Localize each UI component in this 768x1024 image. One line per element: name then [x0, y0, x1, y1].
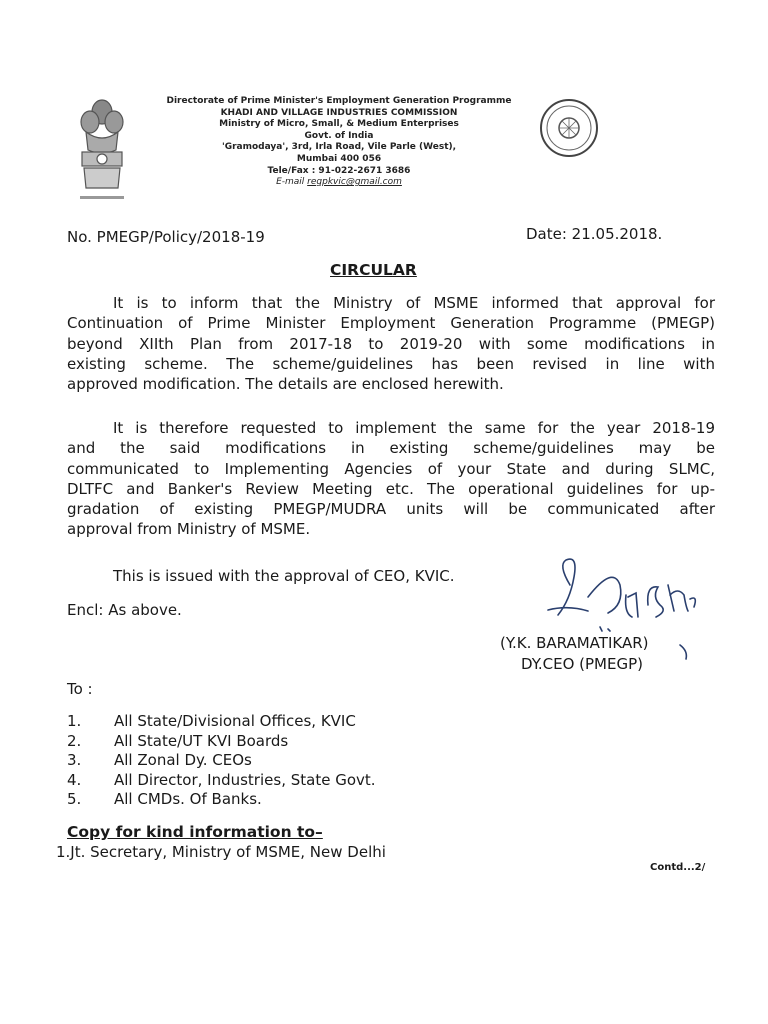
national-emblem-icon [72, 92, 132, 210]
list-item [67, 751, 376, 771]
letterhead [150, 96, 528, 189]
list-number: 5. [67, 790, 82, 808]
list-number: 4. [67, 770, 82, 789]
paragraph-line: and the said modifications in existing scheme/guidelines may be [67, 439, 715, 458]
list-item [67, 712, 376, 732]
list-item [67, 771, 376, 791]
paragraph-line: approved modification. The details are enclosed herewith. [67, 375, 504, 394]
list-text: All Director, Industries, State Govt. [114, 770, 376, 789]
recipient-list [67, 712, 376, 810]
list-text: All State/Divisional Offices, KVIC [114, 712, 356, 730]
letterhead-line: Directorate of Prime Minister's Employment Generation Programme [166, 96, 512, 106]
paragraph-2 [67, 418, 715, 540]
list-item [67, 732, 376, 752]
signatory-designation: DY.CEO (PMEGP) [521, 655, 643, 673]
list-number: 3. [67, 751, 82, 769]
list-number: 1. [67, 712, 82, 730]
circular-date: Date: 21.05.2018. [526, 225, 663, 243]
paragraph-line: It is therefore requested to implement the same for the year 2018-19 [113, 419, 715, 437]
paragraph-line: DLTFC and Banker's Review Meeting etc. The operational guidelines for up- [67, 479, 715, 498]
paragraph-line: communicated to Implementing Agencies of your State and during SLMC, [67, 459, 715, 478]
signatory-name: (Y.K. BARAMATIKAR) [500, 634, 649, 652]
email-address[interactable]: regpkvic@gmail.com [307, 177, 402, 188]
letterhead-line: Govt. of India [304, 130, 374, 141]
paragraph-1 [67, 293, 715, 394]
document-title: CIRCULAR [330, 261, 417, 279]
list-number: 2. [67, 731, 82, 750]
list-text: All State/UT KVI Boards [114, 731, 289, 750]
approval-note: This is issued with the approval of CEO, KVIC. [113, 567, 455, 585]
list-item [67, 790, 376, 810]
paragraph-line: gradation of existing PMEGP/MUDRA units will be communicated after [67, 500, 715, 519]
paragraph-line: Continuation of Prime Minister Employment Generation Programme (PMEGP) [67, 314, 715, 333]
paragraph-line: existing scheme. The scheme/guidelines has been revised in line with [67, 354, 715, 373]
continued-note: Contd...2/ [650, 862, 706, 873]
letterhead-line: 'Gramodaya', 3rd, Irla Road, Vile Parle (West), [221, 142, 457, 153]
kvic-seal-icon [530, 96, 608, 174]
list-text: All Zonal Dy. CEOs [114, 751, 252, 769]
list-text: All CMDs. Of Banks. [114, 790, 262, 808]
reference-number: No. PMEGP/Policy/2018-19 [67, 228, 265, 246]
paragraph-line: It is to inform that the Ministry of MSME informed that approval for [113, 294, 715, 312]
letterhead-line: Tele/Fax : 91-022-2671 3686 [267, 165, 411, 176]
enclosure-note: Encl: As above. [67, 601, 182, 619]
letterhead-line: KHADI AND VILLAGE INDUSTRIES COMMISSION [220, 107, 458, 118]
copy-recipient: 1.Jt. Secretary, Ministry of MSME, New Delhi [56, 843, 386, 861]
letterhead-line: Ministry of Micro, Small, & Medium Enterprises [219, 119, 459, 130]
letterhead-email [150, 177, 528, 189]
copy-heading: Copy for kind information to– [67, 823, 323, 841]
email-label: E-mail [276, 177, 305, 188]
paragraph-line: approval from Ministry of MSME. [67, 520, 311, 539]
letterhead-line: Mumbai 400 056 [296, 153, 382, 164]
to-label: To : [67, 680, 93, 698]
paragraph-line: beyond XIIth Plan from 2017-18 to 2019-20 with some modifications in [67, 334, 715, 353]
